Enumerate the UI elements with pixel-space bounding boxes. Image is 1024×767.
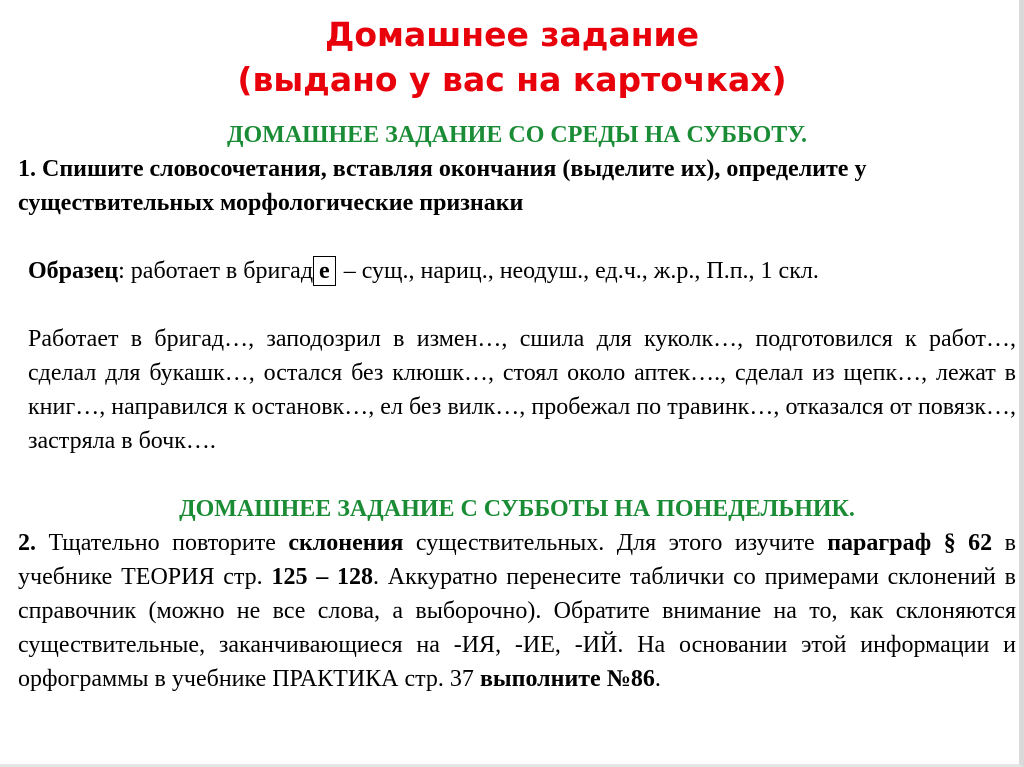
hw2-bold-paragraph: параграф § 62 bbox=[827, 530, 993, 556]
sample-label: Образец bbox=[28, 258, 119, 284]
hw2-heading: ДОМАШНЕЕ ЗАДАНИЕ С СУББОТЫ НА ПОНЕДЕЛЬНИК. bbox=[179, 496, 855, 522]
hw1-sample bbox=[18, 254, 1016, 288]
hw2-bold-declensions: склонения bbox=[288, 530, 404, 556]
hw2-text-2: существительных. Для этого изучите bbox=[403, 530, 828, 556]
hw2-text-5: . bbox=[654, 666, 661, 692]
hw1-task: 1. Спишите словосочетания, вставляя окончания (выделите их), определите у существительных морфологические признаки bbox=[18, 156, 867, 216]
sample-ending-box: е bbox=[313, 256, 336, 286]
sample-rest: – сущ., нариц., неодуш., ед.ч., ж.р., П.п., 1 скл. bbox=[337, 258, 819, 284]
hw2-task bbox=[18, 526, 1016, 696]
slide-title: Домашнее задание bbox=[324, 15, 700, 54]
hw2-text-4: . Аккуратно перенесите таблички со примерами склонений в справочник (можно не все слова, а выборочно). Обратите внимание на то, как склоняются существительные, заканчивающиеся на -ИЯ, -ИЕ, -ИЙ. На основании этой информации и орфограммы в учебнике ПРАКТИКА стр. 37 bbox=[18, 564, 1016, 692]
hw2-text-3: в учебнике ТЕОРИЯ стр. bbox=[18, 530, 1016, 590]
sample-prefix: : работает в бригад bbox=[118, 258, 314, 284]
hw2-number: 2. bbox=[18, 530, 36, 556]
hw2-bold-pages: 125 – 128 bbox=[271, 564, 374, 590]
hw1-exercise: Работает в бригад…, заподозрил в измен…, сшила для куколк…, подготовился к работ…, сделал для букашк…, остался без клюшк…, стоял около аптек…., сделал из щепк…, лежат в книг…, направился к остановк…, ел без вилк…, пробежал по травинк…, отказался от повязк…, застряла в бочк…. bbox=[28, 326, 1016, 454]
hw2-bold-exercise: выполните №86 bbox=[479, 666, 655, 692]
hw2-text-1: Тщательно повторите bbox=[36, 530, 289, 556]
hw1-heading: ДОМАШНЕЕ ЗАДАНИЕ СО СРЕДЫ НА СУББОТУ. bbox=[226, 122, 808, 148]
slide-content bbox=[18, 118, 1016, 696]
slide-subtitle: (выдано у вас на карточках) bbox=[237, 60, 787, 99]
